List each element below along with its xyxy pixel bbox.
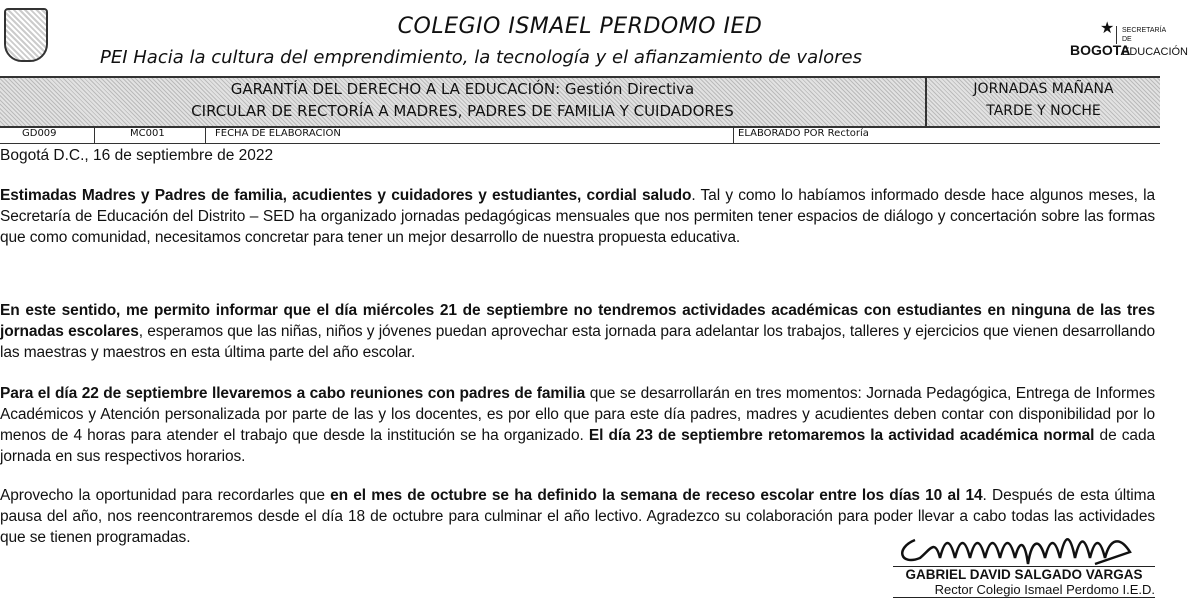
paragraph-3 (0, 383, 1155, 467)
body-text: de cada jornada en sus respectivos horarios. (0, 427, 1155, 465)
bold-text: En este sentido, me permito informar que el día miércoles 21 de septiembre no tendremos actividades académicas con estudiantes en ninguna de las tres jornadas escolares (0, 302, 1155, 340)
bogota-logo (1070, 18, 1188, 63)
body-text: Aprovecho la oportunidad para recordarles que (0, 487, 331, 504)
signer-role: Rector Colegio Ismael Perdomo I.E.D. (893, 582, 1155, 598)
pei-motto: PEI Hacia la cultura del emprendimiento, la tecnología y el afianzamiento de valores (100, 47, 862, 68)
band-line-1: GARANTÍA DEL DERECHO A LA EDUCACIÓN: Gestión Directiva (230, 80, 695, 98)
body-text: , esperamos que las niñas, niños y jóvenes puedan aprovechar esta jornada para adelantar los trabajos, talleres y ejercicios que vienen desarrollando las maestras y maestros en esta última parte del año escolar. (0, 323, 1155, 361)
logo-city: BOGOTA (1070, 42, 1131, 58)
elaborado-label: ELABORADO POR Rectoría (738, 128, 869, 139)
handwritten-signature (890, 528, 1150, 570)
logo-dept-small: SECRETARÍA DE (1116, 26, 1166, 44)
school-name: COLEGIO ISMAEL PERDOMO IED (397, 14, 763, 39)
header-band (0, 76, 1160, 128)
paragraph-1 (0, 185, 1155, 248)
signer-name: GABRIEL DAVID SALGADO VARGAS (893, 566, 1155, 582)
body-text: . Tal y como lo habíamos informado desde hace algunos meses, la Secretaría de Educación del Distrito – SED ha organizado jornadas pedagógicas mensuales que nos permiten tener espacios de diálogo y concertación sobre las formas que como comunidad, necesitamos concretar para tener un mejor desarrollo de nuestra propuesta educativa. (0, 187, 1155, 246)
jornadas-line-2: TARDE Y NOCHE (986, 103, 1101, 119)
bold-text: Para el día 22 de septiembre llevaremos a cabo reuniones con padres de familia (0, 385, 586, 402)
band-line-2: CIRCULAR DE RECTORÍA A MADRES, PADRES DE FAMILIA Y CUIDADORES (191, 102, 734, 120)
bold-text: en el mes de octubre se ha definido la semana de receso escolar entre los días 10 al 14 (330, 487, 983, 504)
code-1: GD009 (22, 128, 57, 139)
paragraph-2 (0, 300, 1155, 363)
body-text: que se desarrollarán en tres momentos: Jornada Pedagógica, Entrega de Informes Académicos y Atención personalizada por parte de las y los docentes, es por ello que para este día padres, madres y acudientes deben contar con disponibilidad por lo menos de 4 horas para atender el trabajo que desde la institución se ha organizado. (0, 385, 1156, 444)
letter-date: Bogotá D.C., 16 de septiembre de 2022 (0, 147, 274, 164)
bold-text: Estimadas Madres y Padres de familia, acudientes y cuidadores y estudiantes, cordial saludo (0, 187, 692, 204)
star-icon: ★ (1100, 20, 1115, 37)
info-row (0, 126, 1160, 144)
bold-text: El día 23 de septiembre retomaremos la actividad académica normal (588, 427, 1095, 444)
body-text: . Después de esta última pausa del año, nos reencontraremos desde el día 18 de octubre para culminar el año lectivo. Agradezco su colaboración para poder llevar a cabo todas las actividades que se tienen programadas. (0, 487, 1155, 546)
logo-dept: EDUCACIÓN (1122, 46, 1188, 58)
jornadas-line-1: JORNADAS MAÑANA (973, 81, 1114, 97)
code-2: MC001 (130, 128, 165, 139)
fecha-label: FECHA DE ELABORACIÓN (215, 128, 341, 139)
